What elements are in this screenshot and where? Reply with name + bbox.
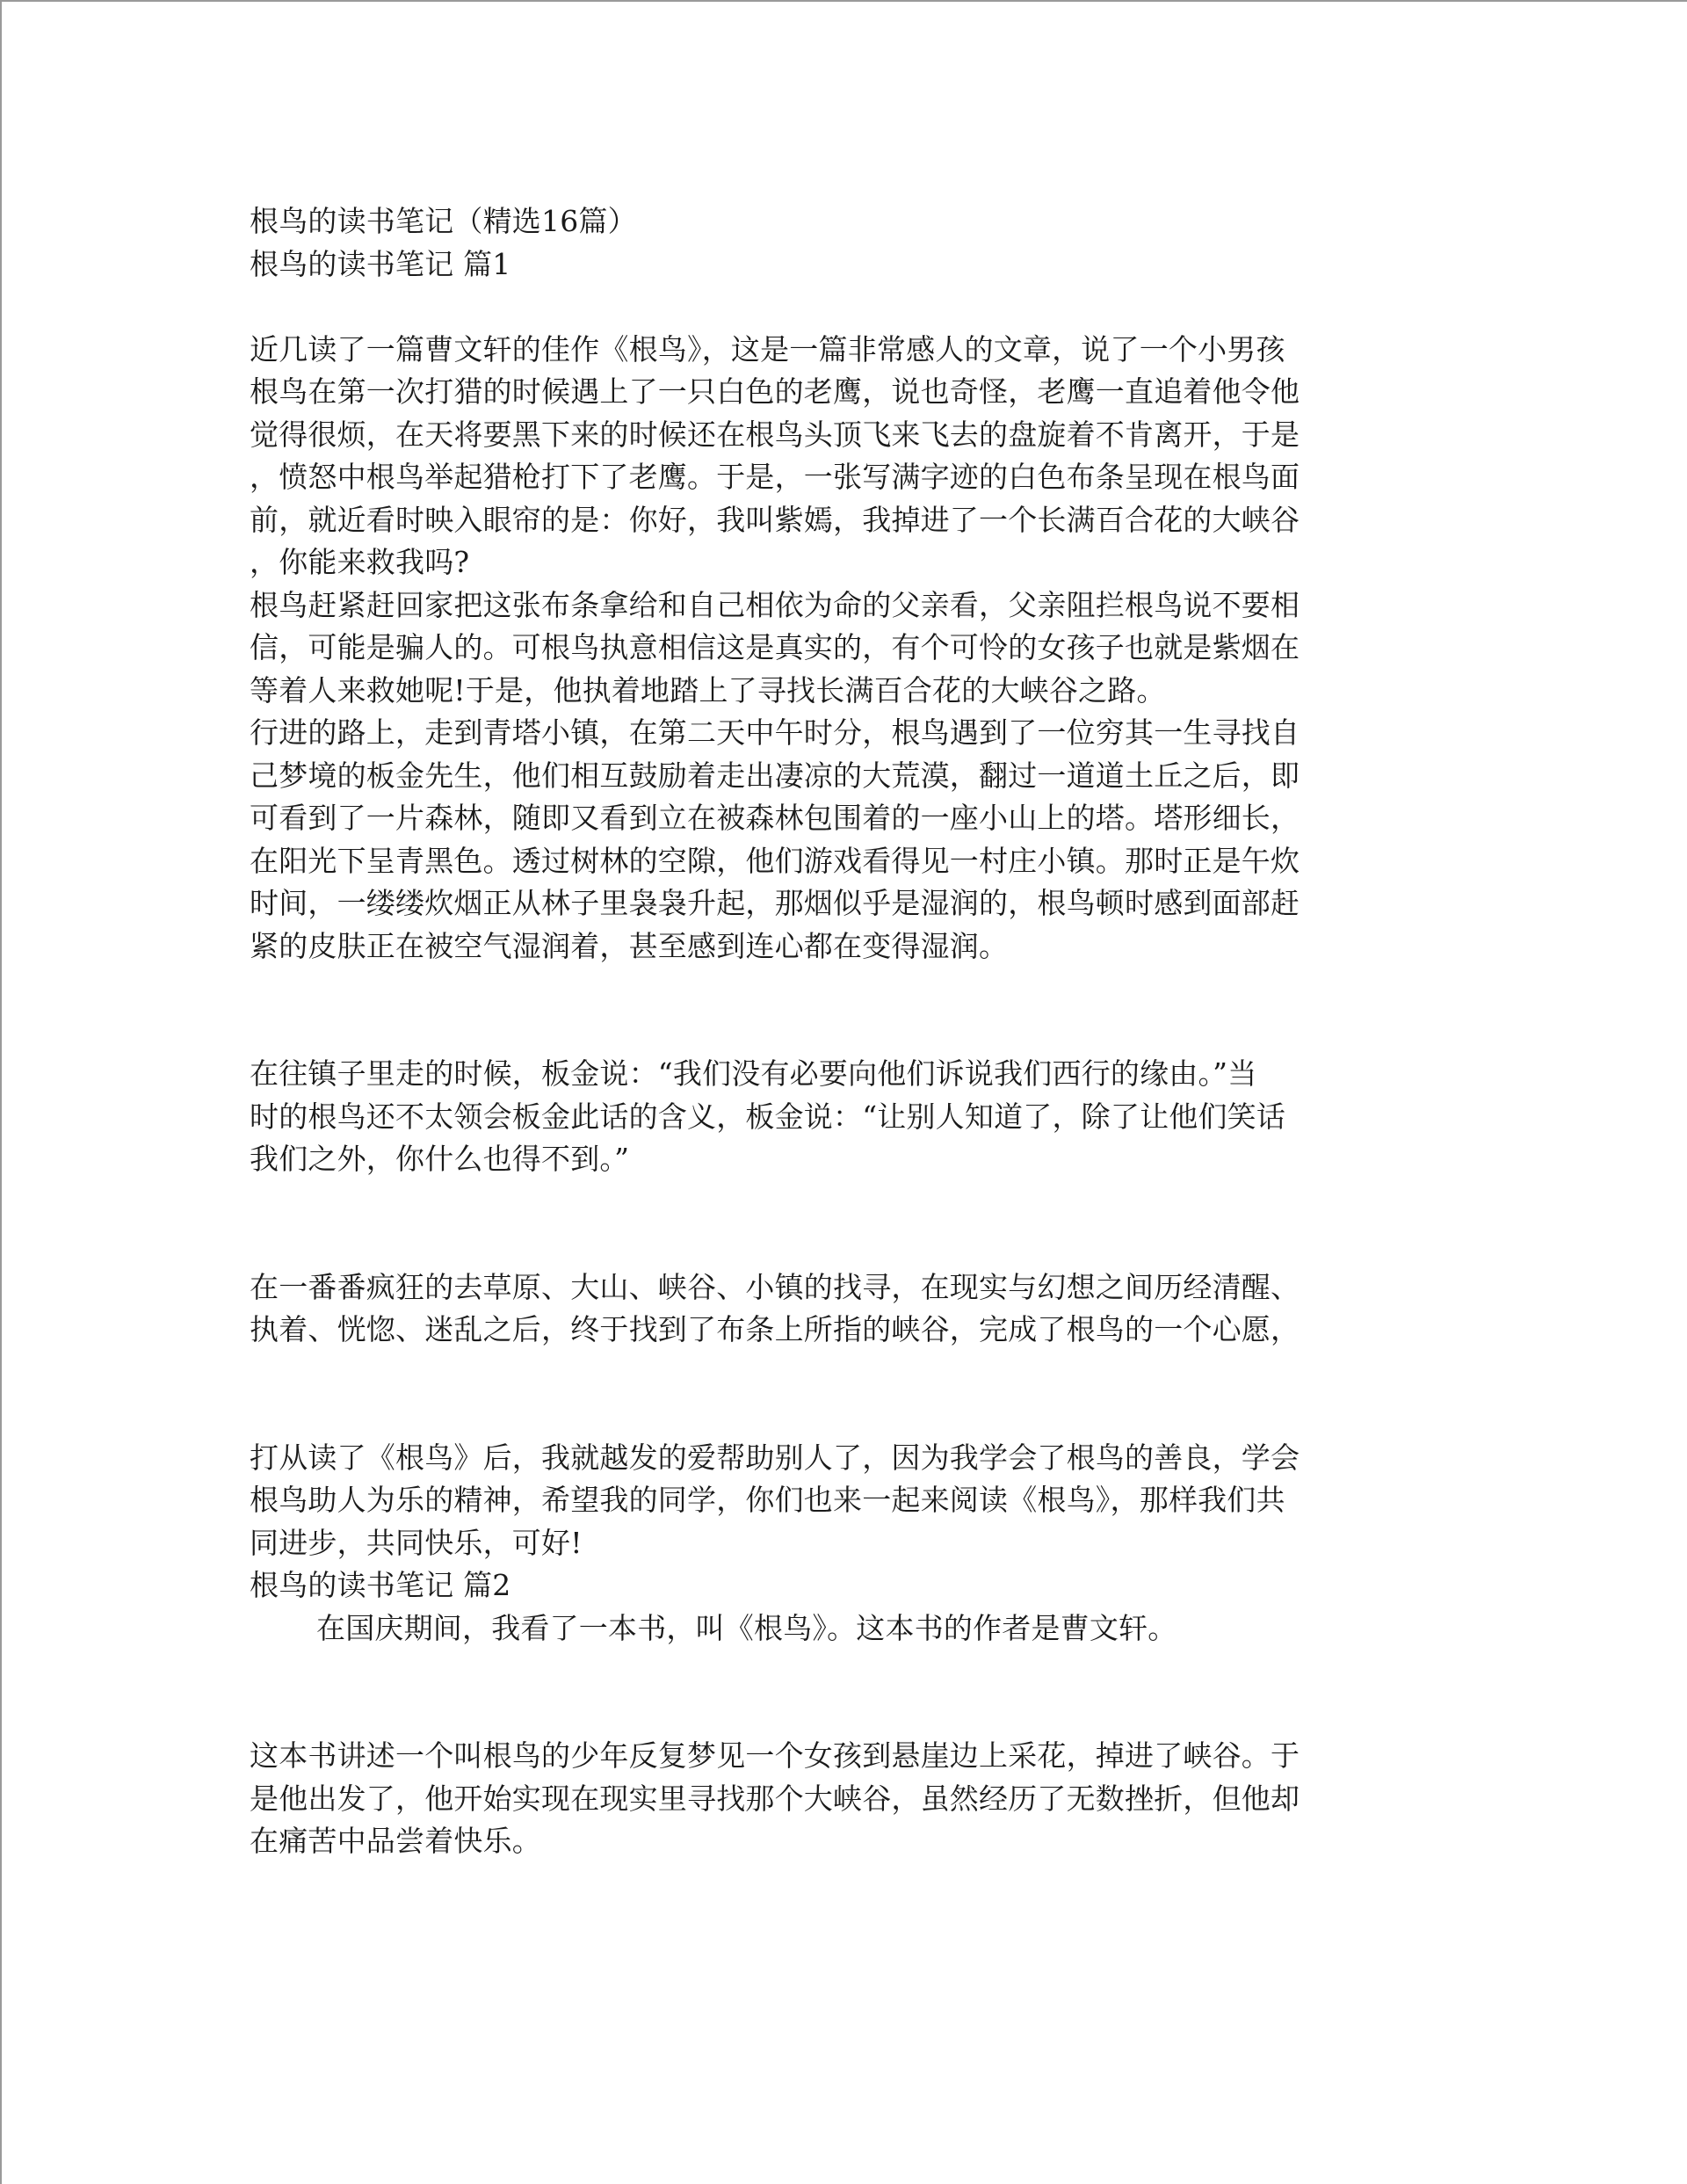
paragraph-line: 在一番番疯狂的去草原、大山、峡谷、小镇的找寻，在现实与幻想之间历经清醒、 bbox=[250, 1269, 1300, 1304]
paragraph-line: 时的根鸟还不太领会板金此话的含义，板金说：“让别人知道了，除了让他们笑话 bbox=[250, 1099, 1286, 1134]
paragraph-line: 在往镇子里走的时候，板金说：“我们没有必要向他们诉说我们西行的缘由。”当 bbox=[250, 1056, 1257, 1091]
paragraph-line: 在阳光下呈青黑色。透过树林的空隙，他们游戏看得见一村庄小镇。那时正是午炊 bbox=[250, 843, 1300, 878]
paragraph-line: 等着人来救她呢!于是，他执着地踏上了寻找长满百合花的大峡谷之路。 bbox=[250, 672, 1166, 707]
paragraph-spacer bbox=[250, 1693, 1444, 1736]
paragraph-line: 是他出发了，他开始实现在现实里寻找那个大峡谷，虽然经历了无数挫折，但他却 bbox=[250, 1781, 1300, 1816]
paragraph-8 bbox=[250, 1735, 1444, 1863]
paragraph-spacer bbox=[250, 1650, 1444, 1693]
paragraph-line: ，你能来救我吗? bbox=[250, 545, 470, 579]
paragraph-1 bbox=[250, 329, 1444, 584]
section-heading-2: 根鸟的读书笔记 篇2 bbox=[250, 1568, 511, 1602]
paragraph-spacer bbox=[250, 968, 1444, 1011]
paragraph-line: 可看到了一片森林，随即又看到立在被森林包围着的一座小山上的塔。塔形细长， bbox=[250, 801, 1300, 835]
paragraph-line: 这本书讲述一个叫根鸟的少年反复梦见一个女孩到悬崖边上采花，掉进了峡谷。于 bbox=[250, 1738, 1300, 1773]
paragraph-2 bbox=[250, 584, 1444, 713]
paragraph-line: 同进步，共同快乐，可好! bbox=[250, 1525, 583, 1560]
paragraph-6 bbox=[250, 1437, 1444, 1565]
paragraph-line: 己梦境的板金先生，他们相互鼓励着走出凄凉的大荒漠，翻过一道道土丘之后，即 bbox=[250, 758, 1300, 793]
paragraph-7: 在国庆期间，我看了一本书，叫《根鸟》。这本书的作者是曹文轩。 bbox=[316, 1610, 1177, 1645]
paragraph-line: 觉得很烦，在天将要黑下来的时候还在根鸟头顶飞来飞去的盘旋着不肯离开，于是 bbox=[250, 417, 1300, 452]
document-title: 根鸟的读书笔记（精选16篇） bbox=[250, 204, 637, 238]
paragraph-line: 时间，一缕缕炊烟正从林子里袅袅升起，那烟似乎是湿润的，根鸟顿时感到面部赶 bbox=[250, 886, 1300, 920]
paragraph-5 bbox=[250, 1266, 1444, 1352]
paragraph-line: 执着、恍惚、迷乱之后，终于找到了布条上所指的峡谷，完成了根鸟的一个心愿， bbox=[250, 1312, 1300, 1346]
paragraph-line: 在痛苦中品尝着快乐。 bbox=[250, 1824, 541, 1858]
paragraph-4 bbox=[250, 1053, 1444, 1181]
paragraph-spacer bbox=[250, 1352, 1444, 1395]
paragraph-spacer bbox=[250, 1011, 1444, 1054]
paragraph-spacer bbox=[250, 1394, 1444, 1437]
paragraph-line: 信，可能是骗人的。可根鸟执意相信这是真实的，有个可怜的女孩子也就是紫烟在 bbox=[250, 630, 1300, 664]
paragraph-line: 根鸟助人为乐的精神，希望我的同学，你们也来一起来阅读《根鸟》，那样我们共 bbox=[250, 1483, 1285, 1517]
paragraph-line: 根鸟在第一次打猎的时候遇上了一只白色的老鹰，说也奇怪，老鹰一直追着他令他 bbox=[250, 374, 1300, 409]
paragraph-spacer bbox=[250, 1223, 1444, 1266]
paragraph-line: 前，就近看时映入眼帘的是：你好，我叫紫嫣，我掉进了一个长满百合花的大峡谷 bbox=[250, 502, 1300, 537]
paragraph-line: ，愤怒中根鸟举起猎枪打下了老鹰。于是，一张写满字迹的白色布条呈现在根鸟面 bbox=[250, 460, 1300, 494]
paragraph-line: 近几读了一篇曹文轩的佳作《根鸟》，这是一篇非常感人的文章，说了一个小男孩 bbox=[250, 331, 1285, 366]
paragraph-3 bbox=[250, 712, 1444, 968]
paragraph-line: 打从读了《根鸟》后，我就越发的爱帮助别人了，因为我学会了根鸟的善良，学会 bbox=[250, 1440, 1300, 1475]
paragraph-spacer bbox=[250, 286, 1444, 329]
paragraph-line: 行进的路上，走到青塔小镇，在第二天中午时分，根鸟遇到了一位穷其一生寻找自 bbox=[250, 715, 1300, 750]
document-body bbox=[250, 200, 1444, 1863]
paragraph-line: 紧的皮肤正在被空气湿润着，甚至感到连心都在变得湿润。 bbox=[250, 928, 1009, 963]
paragraph-line: 根鸟赶紧赶回家把这张布条拿给和自己相依为命的父亲看，父亲阻拦根鸟说不要相 bbox=[250, 587, 1300, 622]
paragraph-spacer bbox=[250, 1181, 1444, 1224]
section-heading-1: 根鸟的读书笔记 篇1 bbox=[250, 246, 511, 281]
paragraph-line: 我们之外，你什么也得不到。” bbox=[250, 1142, 630, 1176]
